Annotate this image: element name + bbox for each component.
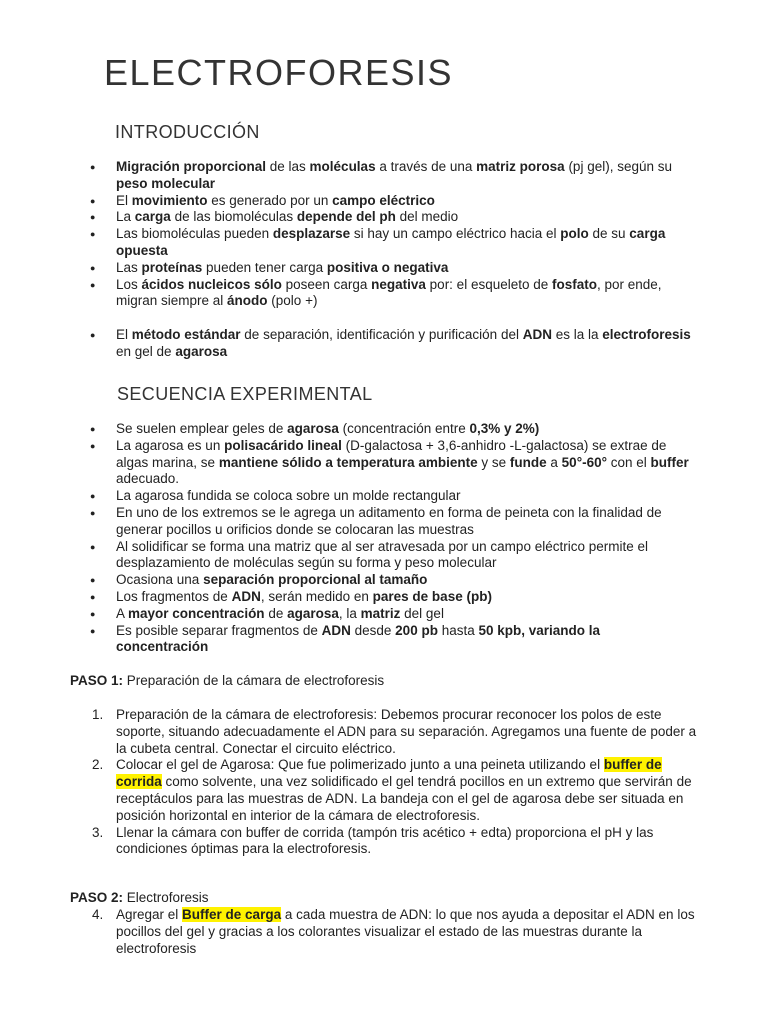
bullet-item (68, 589, 693, 606)
bold-text: moléculas (309, 159, 376, 174)
bold-text: Migración proporcional (116, 159, 267, 174)
bold-text: peso molecular (116, 175, 216, 191)
bold-text: electroforesis (602, 327, 691, 342)
step-2-list (68, 907, 703, 957)
bold-text: 50°-60° (561, 454, 607, 470)
page-title: ELECTROFORESIS (104, 52, 454, 93)
bold-text: matriz porosa (476, 159, 565, 174)
bold-text: ADN (231, 588, 261, 604)
bold-text: negativa (371, 276, 426, 292)
bold-text: agarosa (175, 343, 228, 359)
text-run: del medio (395, 209, 459, 225)
text-run: a cada muestra de ADN: lo que nos ayuda a depositar el ADN en los pocillos del gel y gracias a los colorantes visualizar el estado de las muestras durante la electroforesis (116, 907, 695, 956)
text-run: a (546, 454, 562, 470)
bullet-item (68, 606, 693, 623)
text-run: Las (116, 259, 142, 275)
text-run: (polo +) (267, 293, 318, 309)
bold-text: buffer (650, 454, 689, 470)
text-run: de su (588, 226, 630, 242)
bold-text: agarosa (287, 605, 339, 621)
text-run: en gel de (116, 343, 176, 359)
text-run: por: el esqueleto de (425, 276, 553, 292)
bold-text: 0,3% y 2%) (469, 421, 540, 436)
text-run: Las biomoléculas pueden (116, 226, 273, 242)
bold-text: ADN (321, 622, 351, 638)
text-run: La agarosa es un (116, 437, 225, 453)
bold-text: positiva o negativa (326, 259, 449, 275)
bullet-item (68, 488, 693, 505)
text-run: El (116, 192, 132, 208)
text-run: , por ende, migran siempre al (116, 276, 662, 309)
bold-text: pares de base (pb) (372, 588, 492, 604)
bold-text: ánodo (227, 293, 268, 309)
bullet-item (68, 159, 693, 193)
text-run: a través de una (375, 159, 477, 174)
bold-text: polo (560, 226, 589, 242)
text-run: hasta (437, 622, 479, 638)
text-run: pueden tener carga (202, 259, 327, 275)
text-run: Los fragmentos de (116, 588, 232, 604)
step-1-title: Preparación de la cámara de electroforesis (123, 673, 385, 688)
bullet-item (68, 572, 693, 589)
text-run: es generado por un (207, 192, 333, 208)
text-run: de (264, 605, 288, 621)
step-number: 4. (92, 907, 104, 922)
text-run: de las biomoléculas (170, 209, 297, 225)
bold-text: desplazarse (272, 226, 351, 242)
text-run: La (116, 209, 135, 225)
text-run: es la la (551, 327, 603, 342)
text-run: Los (116, 276, 142, 292)
text-run: (D-galactosa + 3,6-anhidro -L-galactosa) se extrae de algas marina, se (116, 437, 667, 470)
text-run: Se suelen emplear geles de (116, 421, 288, 436)
text-run: si hay un campo eléctrico hacia el (350, 226, 561, 242)
text-run: (concentración entre (338, 421, 470, 436)
text-run: adecuado. (116, 471, 180, 487)
highlighted-text: Buffer de carga (182, 907, 282, 922)
text-run: y se (477, 454, 510, 470)
bullet-item (68, 260, 693, 277)
text-run: Colocar el gel de Agarosa: Que fue polimerizado junto a una peineta utilizando el (116, 757, 604, 773)
step-1-heading (70, 673, 384, 690)
bold-text: carga (134, 209, 171, 225)
bullet-item (68, 193, 693, 210)
text-run: Es posible separar fragmentos de (116, 622, 322, 638)
text-run: (pj gel), según su (564, 159, 672, 174)
text-run: Al solidificar se forma una matriz que al ser atravesada por un campo eléctrico permite el desplazamiento de moléculas según su forma y peso molecular (116, 538, 648, 571)
numbered-step (68, 757, 703, 824)
bold-text: 200 pb (395, 622, 438, 638)
highlighted-text: buffer de corrida (116, 757, 662, 790)
bullet-item (68, 226, 693, 260)
bold-text: método estándar (131, 327, 241, 342)
text-run: Ocasiona una (116, 572, 204, 588)
text-run: Agregar el (116, 907, 183, 922)
bullet-item (68, 505, 693, 539)
text-run: del gel (400, 605, 444, 621)
intro-list (68, 159, 693, 310)
bold-text: proteínas (141, 259, 203, 275)
bold-text: campo eléctrico (332, 192, 435, 208)
text-run: desde (350, 622, 396, 638)
bullet-item (68, 327, 693, 361)
text-run: poseen carga (281, 276, 372, 292)
bullet-item (68, 539, 693, 573)
numbered-step (68, 825, 703, 859)
bold-text: depende del ph (296, 209, 396, 225)
numbered-step (68, 707, 703, 757)
bold-text: mantiene sólido a temperatura ambiente (218, 454, 478, 470)
bold-text: movimiento (131, 192, 208, 208)
text-run: como solvente, una vez solidificado el gel tendrá pocillos en un extremo que servirán de receptáculos para las muestras de ADN. La bandeja con el gel de agarosa debe ser situada en posición horizontal en interior de la cámara de electroforesis. (116, 774, 692, 823)
bold-text: funde (509, 454, 547, 470)
step-2-heading (70, 890, 209, 907)
bold-text: ADN (522, 327, 552, 342)
bullet-item (68, 421, 693, 438)
text-run: de las (266, 159, 310, 174)
bold-text: matriz (360, 605, 401, 621)
text-run: El (116, 327, 132, 342)
bold-text: 50 kpb, variando la concentración (116, 622, 601, 655)
step-number: 2. (92, 757, 104, 773)
step-number: 3. (92, 824, 104, 840)
text-run: A (116, 605, 129, 621)
bold-text: fosfato (552, 276, 598, 292)
numbered-step (68, 907, 703, 957)
bold-text: mayor concentración (128, 605, 265, 621)
text-run: Llenar la cámara con buffer de corrida (tampón tris acético + edta) proporciona el pH y las condiciones óptimas para la electroforesis. (116, 824, 654, 857)
bold-text: agarosa (287, 421, 339, 436)
step-number: 1. (92, 707, 104, 722)
intro-heading: INTRODUCCIÓN (115, 122, 260, 142)
text-run: , serán medido en (260, 588, 373, 604)
bullet-item (68, 623, 693, 657)
sequence-list (68, 421, 693, 656)
text-run: , la (338, 605, 361, 621)
text-run: con el (607, 454, 651, 470)
bullet-item (68, 209, 693, 226)
step-1-label: PASO 1: (70, 673, 124, 688)
step-2-label: PASO 2: (70, 890, 124, 905)
bullet-item (68, 438, 693, 488)
text-run: La agarosa fundida se coloca sobre un molde rectangular (116, 488, 461, 504)
bold-text: separación proporcional al tamaño (203, 572, 428, 588)
intro-list-extra (68, 327, 693, 361)
bold-text: polisacárido lineal (224, 437, 342, 453)
text-run: En uno de los extremos se le agrega un aditamento en forma de peineta con la finalidad de generar pocillos u orificios donde se colocaran las muestras (116, 504, 662, 537)
step-1-list (68, 707, 703, 858)
bold-text: ácidos nucleicos sólo (141, 276, 282, 292)
bold-text: carga opuesta (116, 226, 666, 258)
sequence-heading: SECUENCIA EXPERIMENTAL (117, 384, 373, 404)
text-run: Preparación de la cámara de electroforesis: Debemos procurar reconocer los polos de este soporte, situando adecuadamente el ADN para su separación. Agregamos una fuente de poder a la cubeta central. Conectar el circuito eléctrico. (116, 707, 697, 756)
text-run: de separación, identificación y purificación del (240, 327, 523, 342)
bullet-item (68, 277, 693, 311)
step-2-title: Electroforesis (123, 890, 209, 905)
